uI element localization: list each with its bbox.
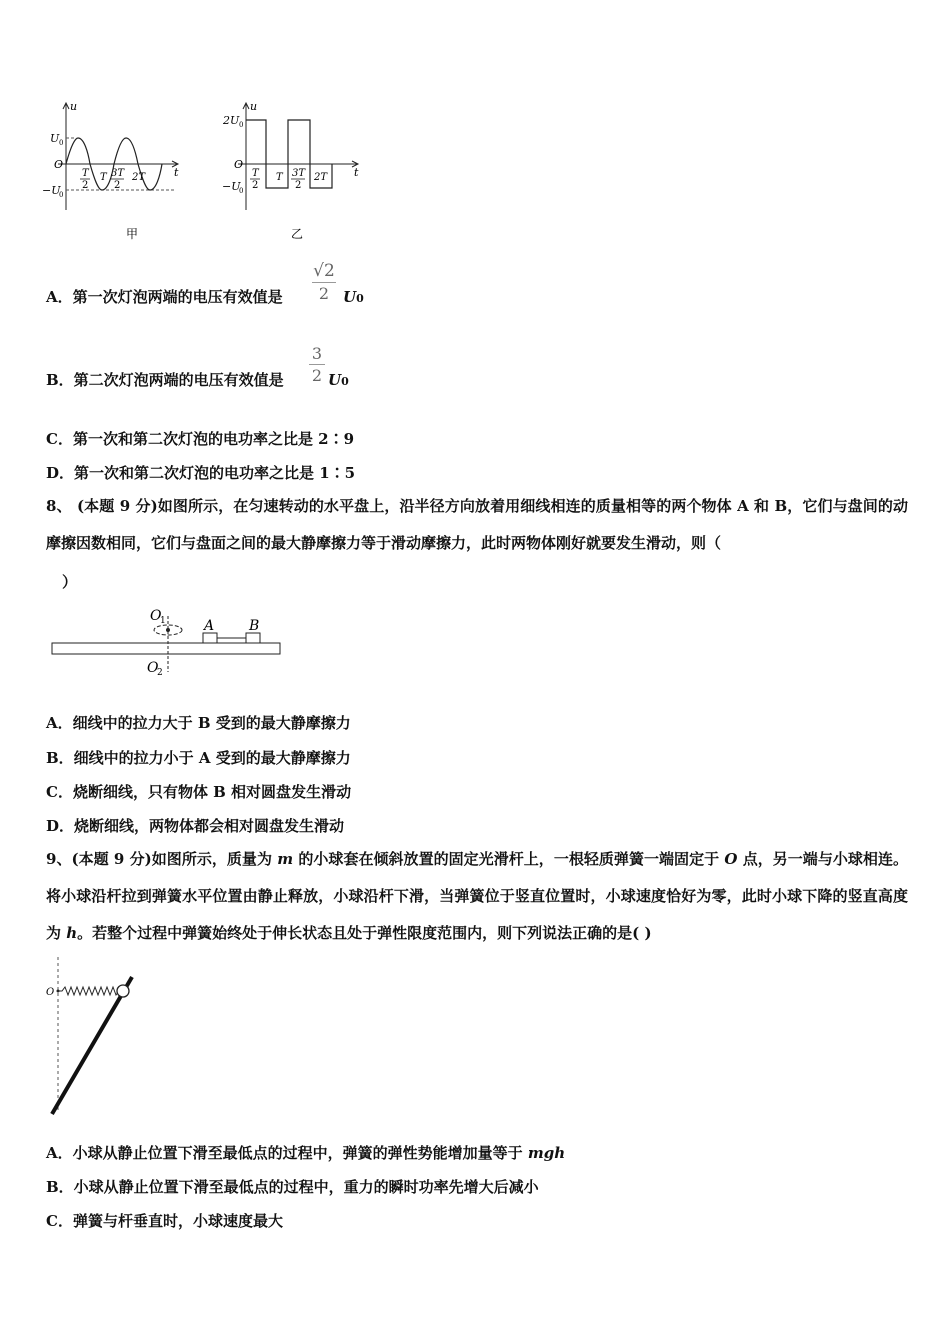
- neg-U0-sub: 0: [59, 191, 64, 199]
- fraction-denominator: 2: [311, 366, 323, 385]
- q7-option-b-text: B．第二次灯泡两端的电压有效值是: [46, 371, 284, 389]
- var-mgh: mgh: [527, 1144, 566, 1162]
- origin-label: O: [234, 158, 244, 171]
- q7-option-d: D．第一次和第二次灯泡的电功率之比是 1∶5: [46, 464, 356, 482]
- label-B: B: [249, 618, 260, 634]
- ball: [117, 985, 129, 997]
- fraction-numerator: √2: [313, 261, 335, 281]
- figure-q9-spring-rod: [40, 955, 150, 1120]
- square-wave-high: [246, 120, 266, 164]
- q7-option-a-unit: [343, 287, 364, 309]
- q8-option-c: C．烧断细线，只有物体 B 相对圆盘发生滑动: [46, 783, 352, 801]
- figure-caption-yi: 乙: [291, 227, 304, 241]
- disk: [52, 643, 280, 654]
- fraction-numerator: 3: [311, 344, 323, 363]
- tick-3T2-num: 3T: [292, 168, 306, 179]
- q9-option-a: [46, 1143, 565, 1163]
- fraction-denominator: 2: [318, 284, 330, 303]
- U0-label: U: [50, 132, 60, 145]
- unit-U: U: [328, 371, 342, 389]
- q7-option-b-unit: [328, 370, 349, 392]
- unit-sub: 0: [341, 375, 349, 388]
- q7-option-a-text: A．第一次灯泡两端的电压有效值是: [46, 288, 283, 306]
- q8-stem-text: 8、 (本题 9 分)如图所示，在匀速转动的水平盘上，沿半径方向放着用细线相连的质量相等的两个物体 A 和 B，它们与盘间的动摩擦因数相同，它们与盘面之间的最大静摩擦力等于滑动摩擦力，此时两物体刚好就要发生滑动，则（: [46, 497, 908, 552]
- tick-3T2-num: 3T: [111, 168, 125, 179]
- axis-u-label: u: [70, 100, 78, 113]
- neg-U0-label: −U: [42, 184, 61, 197]
- 2U0-sub: 0: [239, 121, 244, 129]
- q9-stem-part1: 9、(本题 9 分)如图所示，质量为: [46, 850, 278, 868]
- figure-jia-sine-voltage: [40, 98, 190, 243]
- spring: [58, 987, 122, 995]
- label-A: A: [204, 618, 215, 634]
- q7-option-a: [46, 287, 283, 307]
- q9-option-b: B．小球从静止位置下滑至最低点的过程中，重力的瞬时功率先增大后减小: [46, 1178, 539, 1196]
- var-m: m: [277, 850, 294, 868]
- figure-q8-rotating-disk: [46, 600, 296, 684]
- tick-3T2-den: 2: [114, 180, 121, 191]
- q7-option-b-fraction: [309, 344, 325, 387]
- var-O: O: [724, 850, 738, 868]
- q7-option-b: [46, 370, 284, 390]
- neg-U0-label: −U: [222, 180, 241, 193]
- axis-t-label: t: [354, 166, 359, 179]
- axis-t-label: t: [174, 166, 179, 179]
- figure-yi-square-voltage: [220, 98, 370, 243]
- q9-option-a-text: A．小球从静止位置下滑至最低点的过程中，弹簧的弹性势能增加量等于: [46, 1144, 528, 1162]
- tick-3T2-den: 2: [295, 180, 302, 191]
- label-O1: O: [150, 608, 162, 624]
- q8-option-d: D．烧断细线，两物体都会相对圆盘发生滑动: [46, 817, 345, 835]
- var-h: h: [66, 924, 78, 942]
- figure-caption-jia: 甲: [126, 227, 139, 241]
- tick-2T: 2T: [314, 172, 328, 183]
- tick-T: T: [100, 172, 107, 183]
- q9-stem: [46, 841, 908, 952]
- q8-option-b: B．细线中的拉力小于 A 受到的最大静摩擦力: [46, 749, 351, 767]
- q9-stem-part4: 。若整个过程中弹簧始终处于伸长状态且处于弹性限度范围内，则下列说法正确的是( ): [77, 924, 652, 942]
- label-O2-sub: 2: [157, 668, 163, 678]
- block-B: [246, 633, 260, 643]
- unit-sub: 0: [356, 292, 364, 305]
- q8-paren-close: ）: [62, 573, 78, 591]
- tick-2T: 2T: [132, 172, 146, 183]
- unit-U: U: [343, 288, 357, 306]
- origin-label: O: [54, 158, 64, 171]
- label-O1-sub: 1: [160, 616, 166, 626]
- label-O: O: [46, 987, 55, 998]
- neg-U0-sub: 0: [239, 187, 244, 195]
- q7-option-a-fraction: [310, 260, 338, 305]
- tick-T2-num: T: [82, 168, 89, 179]
- tick-T2-den: 2: [82, 180, 89, 191]
- tick-T: T: [276, 172, 283, 183]
- label-O2: O: [147, 660, 159, 676]
- 2U0-label: 2U: [223, 114, 240, 127]
- block-A: [203, 633, 217, 643]
- tick-T2-num: T: [252, 168, 259, 179]
- q8-option-a: A．细线中的拉力大于 B 受到的最大静摩擦力: [46, 714, 351, 732]
- q9-stem-part2: 的小球套在倾斜放置的固定光滑杆上，一根轻质弹簧一端固定于: [293, 850, 725, 868]
- q9-stem-part3: 点，另一端与小球相连。将小球沿杆拉到弹簧水平位置由静止释放，小球沿杆下滑，当弹簧位于竖直位置时，小球速度恰好为零，此时小球下降的竖直高度为: [46, 850, 908, 942]
- q7-option-c: C．第一次和第二次灯泡的电功率之比是 2∶9: [46, 430, 355, 448]
- inclined-rod: [52, 977, 132, 1114]
- q9-option-c: C．弹簧与杆垂直时，小球速度最大: [46, 1212, 283, 1230]
- tick-T2-den: 2: [252, 180, 259, 191]
- q8-stem: [46, 488, 908, 562]
- axis-u-label: u: [250, 100, 258, 113]
- U0-sub: 0: [59, 139, 64, 147]
